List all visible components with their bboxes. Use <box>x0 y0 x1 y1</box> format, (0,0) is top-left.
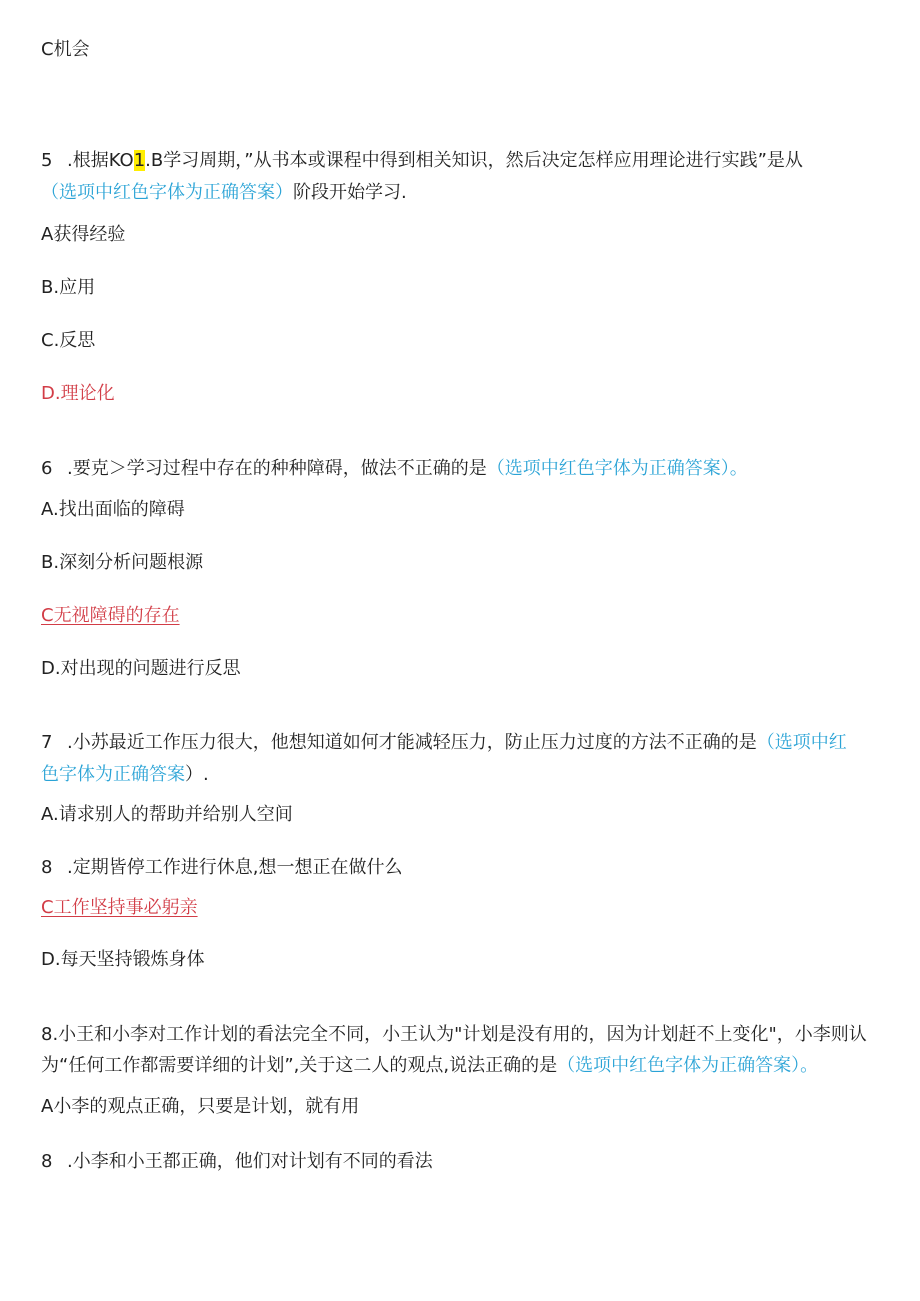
question-5-line1: 5 .根据KO1.B学习周期，”从书本或课程中得到相关知识，然后决定怎样应用理论进行实践”是从 <box>41 150 803 171</box>
option-a: A.请求别人的帮助并给别人空间 <box>41 804 293 825</box>
answer-hint: （选项中红色字体为正确答案）。 <box>486 458 748 479</box>
question-number: 7 <box>41 732 53 753</box>
question-8b-line2: 为“任何工作都需要详细的计划”,关于这二人的观点,说法正确的是（选项中红色字体为正确答案）。 <box>41 1055 819 1076</box>
option-b: B.深刻分析问题根源 <box>41 552 204 573</box>
question-5-line2: （选项中红色字体为正确答案）阶段开始学习. <box>41 182 407 203</box>
question-number: 8 <box>41 857 53 878</box>
correct-answer: D.理论化 <box>41 383 115 404</box>
correct-answer: C工作坚持事必躬亲 <box>41 897 198 918</box>
correct-answer: C无视障碍的存在 <box>41 605 180 626</box>
answer-hint: （选项中红色字体为正确答案） <box>41 182 293 203</box>
option-d: D.对出现的问题进行反思 <box>41 658 241 679</box>
option-a: A.找出面临的障碍 <box>41 499 185 520</box>
question-7-line2: 色字体为正确答案）. <box>41 764 209 785</box>
question-8: 8 .定期皆停工作进行休息,想一想正在做什么 <box>41 857 403 878</box>
option-c: C.反思 <box>41 330 96 351</box>
answer-hint: （选项中红 <box>756 732 847 753</box>
option-b: B.应用 <box>41 277 96 298</box>
question-number: 5 <box>41 150 53 171</box>
option-d: D.每天坚持锻炼身体 <box>41 949 205 970</box>
answer-hint: （选项中红色字体为正确答案）。 <box>557 1055 819 1076</box>
option-a: A获得经验 <box>41 224 126 245</box>
question-8c: 8 .小李和小王都正确，他们对计划有不同的看法 <box>41 1151 433 1172</box>
question-7-line1: 7 .小苏最近工作压力很大，他想知道如何才能减轻压力，防止压力过度的方法不正确的是（选项中红 <box>41 732 847 753</box>
option-c-prev: C机会 <box>41 39 90 60</box>
highlight-mark: 1 <box>133 150 146 171</box>
question-8b-line1: 8.小王和小李对工作计划的看法完全不同，小王认为"计划是没有用的，因为计划赶不上变化"，小李则认 <box>41 1024 867 1045</box>
question-6: 6 .要克＞学习过程中存在的种种障碍，做法不正确的是（选项中红色字体为正确答案）。 <box>41 458 748 479</box>
question-number: 6 <box>41 458 53 479</box>
option-a: A小李的观点正确，只要是计划，就有用 <box>41 1096 360 1117</box>
answer-hint: 色字体为正确答案 <box>41 764 185 785</box>
question-number: 8 <box>41 1151 53 1172</box>
